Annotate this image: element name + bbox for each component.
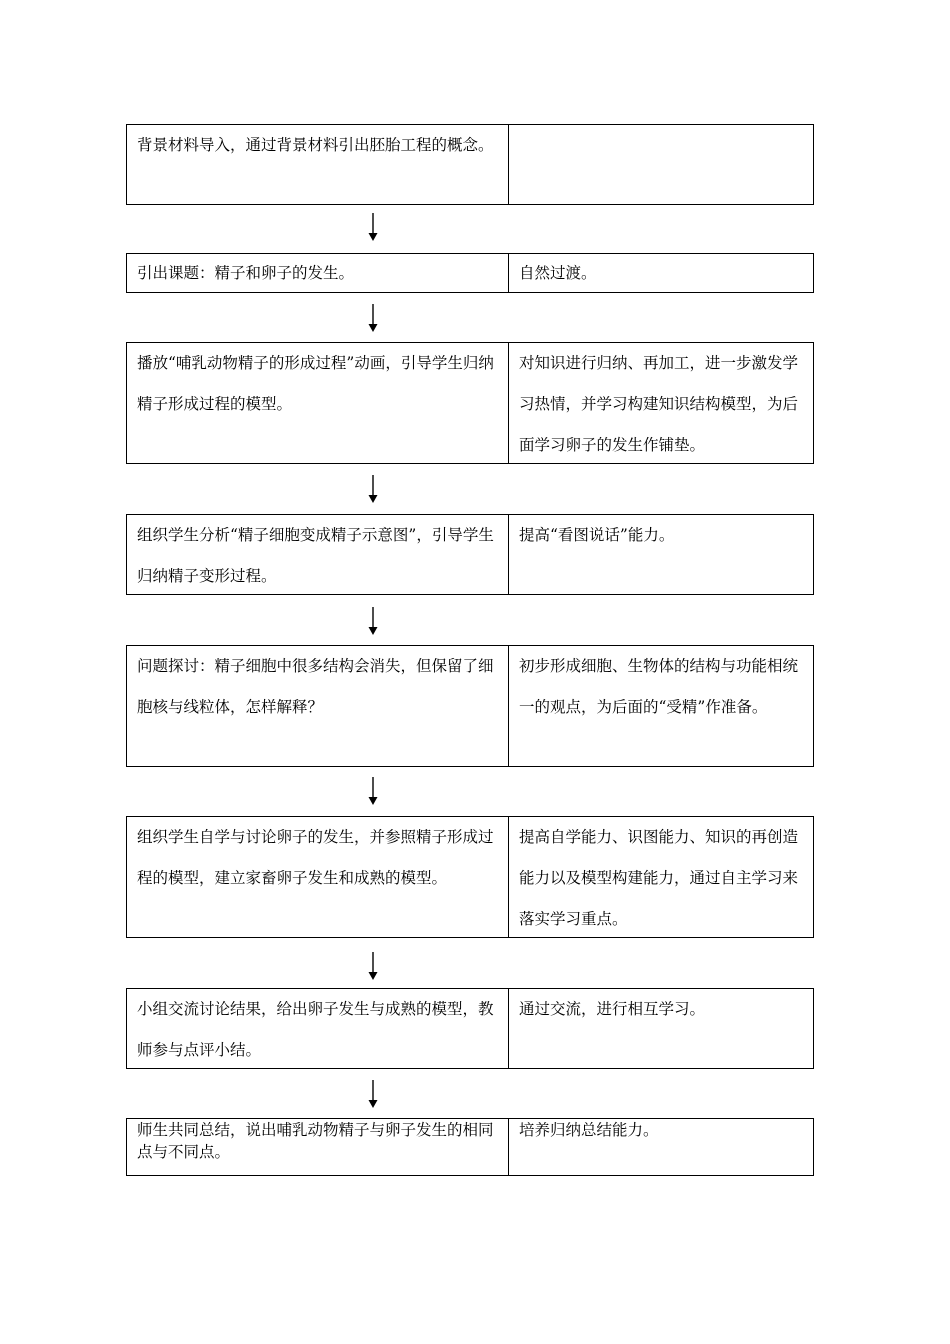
step-activity: 背景材料导入，通过背景材料引出胚胎工程的概念。 (127, 125, 509, 204)
flow-step-3 (126, 342, 814, 464)
flow-step-6 (126, 816, 814, 938)
step-activity: 师生共同总结，说出哺乳动物精子与卵子发生的相同点与不同点。 (127, 1119, 509, 1175)
step-activity: 组织学生分析“精子细胞变成精子示意图”，引导学生归纳精子变形过程。 (127, 515, 509, 594)
step-activity: 组织学生自学与讨论卵子的发生，并参照精子形成过程的模型，建立家畜卵子发生和成熟的模型。 (127, 817, 509, 937)
down-arrow-icon (367, 952, 379, 982)
down-arrow-icon (367, 607, 379, 637)
step-purpose: 自然过渡。 (519, 264, 597, 282)
flow-step-2 (126, 253, 814, 293)
flow-step-8 (126, 1118, 814, 1176)
step-purpose: 提高自学能力、识图能力、知识的再创造能力以及模型构建能力，通过自主学习来落实学习重点。 (519, 828, 799, 928)
step-activity: 引出课题：精子和卵子的发生。 (127, 254, 509, 292)
flow-step-7 (126, 988, 814, 1069)
step-purpose (509, 125, 813, 204)
step-purpose: 初步形成细胞、生物体的结构与功能相统一的观点，为后面的“受精”作准备。 (519, 657, 799, 716)
step-activity: 小组交流讨论结果，给出卵子发生与成熟的模型，教师参与点评小结。 (127, 989, 509, 1068)
down-arrow-icon (367, 777, 379, 807)
flow-step-4 (126, 514, 814, 595)
step-activity: 播放“哺乳动物精子的形成过程”动画，引导学生归纳精子形成过程的模型。 (127, 343, 509, 463)
flow-step-5 (126, 645, 814, 767)
down-arrow-icon (367, 475, 379, 505)
step-purpose: 培养归纳总结能力。 (519, 1121, 659, 1139)
step-activity: 问题探讨：精子细胞中很多结构会消失，但保留了细胞核与线粒体，怎样解释？ (127, 646, 509, 766)
down-arrow-icon (367, 304, 379, 334)
step-purpose: 对知识进行归纳、再加工，进一步激发学习热情，并学习构建知识结构模型，为后面学习卵子的发生作铺垫。 (519, 354, 799, 454)
step-purpose: 通过交流，进行相互学习。 (519, 1000, 706, 1018)
down-arrow-icon (367, 213, 379, 243)
step-purpose: 提高“看图说话”能力。 (519, 526, 675, 544)
down-arrow-icon (367, 1080, 379, 1110)
flow-step-1 (126, 124, 814, 205)
